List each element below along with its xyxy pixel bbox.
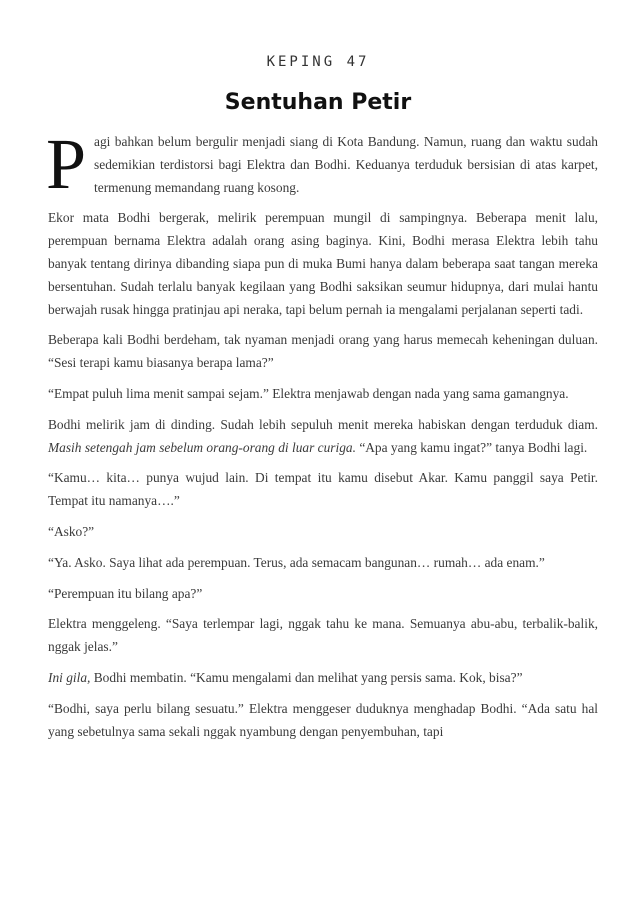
paragraph-text: Bodhi melirik jam di dinding. Sudah lebih sepuluh menit mereka habiskan dengan terduduk diam. bbox=[48, 416, 598, 432]
paragraph: Beberapa kali Bodhi berdeham, tak nyaman menjadi orang yang harus memecah keheningan duluan. “Sesi terapi kamu biasanya berapa lama?” bbox=[48, 332, 598, 371]
paragraph: Ekor mata Bodhi bergerak, melirik perempuan mungil di sampingnya. Beberapa menit lalu, perempuan bernama Elektra adalah orang asing baginya. Kini, Bodhi merasa Elektra lebih tahu banyak tentang dirinya dibanding siapa pun di muka Bumi hanya dalam beberapa saat tangan mereka bersentuhan. Sudah terlalu banyak kegilaan yang Bodhi saksikan seumur hidupnya, dari mulai hantu berwajah rusak hingga pratinjau api neraka, tapi belum pernah ia mengalami perjalanan seperti tadi. bbox=[48, 210, 598, 317]
chapter-title: Sentuhan Petir bbox=[224, 90, 412, 115]
paragraph: “Kamu… kita… punya wujud lain. Di tempat itu kamu disebut Akar. Kamu panggil saya Petir. Tempat itu namanya….” bbox=[48, 470, 598, 509]
paragraph: “Empat puluh lima menit sampai sejam.” Elektra menjawab dengan nada yang sama gamangnya. bbox=[48, 385, 569, 401]
paragraph: “Perempuan itu bilang apa?” bbox=[48, 585, 203, 601]
paragraph bbox=[46, 124, 598, 204]
paragraph-text: Bodhi membatin. “Kamu mengalami dan melihat yang persis sama. Kok, bisa?” bbox=[90, 669, 523, 685]
paragraph: “Bodhi, saya perlu bilang sesuatu.” Elektra menggeser duduknya menghadap Bodhi. “Ada satu hal yang sebetulnya sama sekali nggak nyambung dengan penyembuhan, tapi bbox=[48, 700, 598, 739]
paragraph bbox=[48, 667, 598, 690]
italic-thought: Ini gila, bbox=[48, 669, 91, 685]
chapter-label: KEPING 47 bbox=[266, 54, 370, 70]
paragraph: “Asko?” bbox=[48, 523, 95, 539]
italic-thought: Masih setengah jam sebelum orang-orang di luar curiga. bbox=[48, 439, 356, 455]
paragraph bbox=[48, 414, 598, 460]
paragraph: Elektra menggeleng. “Saya terlempar lagi, nggak tahu ke mana. Semuanya abu-abu, terbalik-balik, nggak jelas.” bbox=[48, 616, 598, 655]
drop-cap: P bbox=[46, 124, 87, 204]
paragraph-text: agi bahkan belum bergulir menjadi siang di Kota Bandung. Namun, ruang dan waktu sudah sedemikian terdistorsi bagi Elektra dan Bodhi. Keduanya terduduk bersisian di atas karpet, termenung memandang ruang kosong. bbox=[94, 134, 598, 195]
chapter-body bbox=[46, 124, 598, 751]
paragraph-text: “Apa yang kamu ingat?” tanya Bodhi lagi. bbox=[355, 439, 588, 455]
paragraph: “Ya. Asko. Saya lihat ada perempuan. Terus, ada semacam bangunan… rumah… ada enam.” bbox=[48, 554, 545, 570]
